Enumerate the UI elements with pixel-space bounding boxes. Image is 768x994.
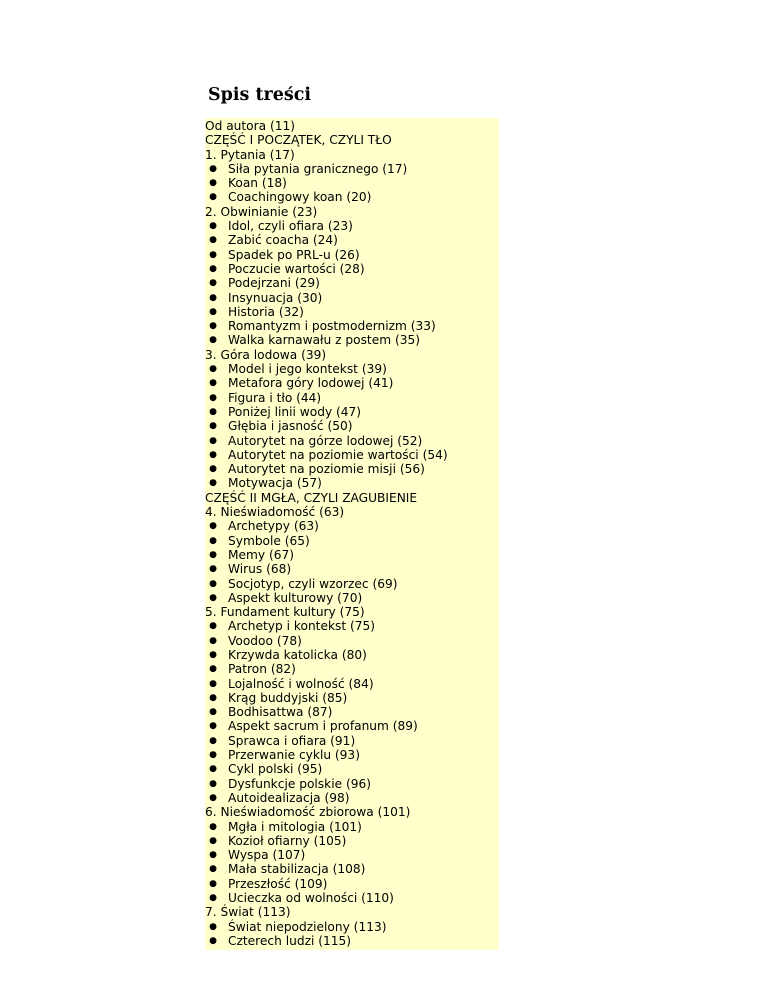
toc-subsection-item: [205, 834, 499, 848]
toc-subsection-item: [205, 862, 499, 876]
toc-subsection-item: [205, 619, 499, 633]
bullet-icon: ●: [209, 235, 217, 246]
toc-subsection-item: [205, 820, 499, 834]
bullet-icon: ●: [209, 335, 217, 346]
table-of-contents: [205, 118, 499, 950]
toc-subsection-item: [205, 291, 499, 305]
toc-subsection-item: [205, 462, 499, 476]
bullet-icon: ●: [209, 163, 217, 174]
bullet-icon: ●: [209, 378, 217, 389]
bullet-icon: ●: [209, 792, 217, 803]
toc-subsection-item: [205, 519, 499, 533]
toc-chapter-item: [205, 348, 499, 362]
bullet-icon: ●: [209, 750, 217, 761]
toc-entry-text: Czterech ludzi (115): [228, 933, 351, 948]
toc-subsection-item: [205, 476, 499, 490]
toc-chapter-item: [205, 491, 499, 505]
toc-entry-text: Autorytet na poziomie misji (56): [228, 462, 425, 477]
toc-chapter-item: [205, 905, 499, 919]
bullet-icon: ●: [209, 678, 217, 689]
toc-chapter-item: [205, 119, 499, 133]
bullet-icon: ●: [209, 278, 217, 289]
toc-entry-text: Autoidealizacja (98): [228, 790, 350, 805]
bullet-icon: ●: [209, 649, 217, 660]
toc-entry-text: Model i jego kontekst (39): [228, 362, 387, 377]
toc-entry-text: 5. Fundament kultury (75): [205, 605, 365, 620]
toc-subsection-item: [205, 405, 499, 419]
bullet-icon: ●: [209, 292, 217, 303]
toc-entry-text: 7. Świat (113): [205, 905, 291, 920]
toc-entry-text: Walka karnawału z postem (35): [228, 333, 420, 348]
toc-entry-text: Wyspa (107): [228, 848, 306, 863]
toc-entry-text: 6. Nieświadomość zbiorowa (101): [205, 805, 411, 820]
bullet-icon: ●: [209, 321, 217, 332]
toc-entry-text: Krzywda katolicka (80): [228, 647, 367, 662]
bullet-icon: ●: [209, 449, 217, 460]
toc-entry-text: 2. Obwinianie (23): [205, 204, 318, 219]
toc-entry-text: Podejrzani (29): [228, 276, 320, 291]
bullet-icon: ●: [209, 864, 217, 875]
toc-subsection-item: [205, 762, 499, 776]
bullet-icon: ●: [209, 835, 217, 846]
toc-subsection-item: [205, 648, 499, 662]
toc-subsection-item: [205, 848, 499, 862]
page-title: Spis treści: [208, 85, 312, 105]
toc-subsection-item: [205, 376, 499, 390]
bullet-icon: ●: [209, 664, 217, 675]
toc-entry-text: Autorytet na górze lodowej (52): [228, 433, 423, 448]
toc-subsection-item: [205, 391, 499, 405]
toc-entry-text: Motywacja (57): [228, 476, 322, 491]
toc-subsection-item: [205, 176, 499, 190]
toc-entry-text: Mała stabilizacja (108): [228, 862, 366, 877]
toc-chapter-item: [205, 205, 499, 219]
bullet-icon: ●: [209, 564, 217, 575]
toc-subsection-item: [205, 419, 499, 433]
bullet-icon: ●: [209, 221, 217, 232]
toc-subsection-item: [205, 333, 499, 347]
toc-entry-text: Od autora (11): [205, 119, 296, 133]
bullet-icon: ●: [209, 521, 217, 532]
toc-subsection-item: [205, 190, 499, 204]
toc-entry-text: Voodoo (78): [228, 633, 302, 648]
toc-entry-text: Zabić coacha (24): [228, 233, 338, 248]
bullet-icon: ●: [209, 878, 217, 889]
toc-subsection-item: [205, 920, 499, 934]
toc-subsection-item: [205, 677, 499, 691]
toc-entry-text: 4. Nieświadomość (63): [205, 505, 345, 520]
bullet-icon: ●: [209, 249, 217, 260]
toc-entry-text: Głębia i jasność (50): [228, 419, 353, 434]
toc-entry-text: Archetypy (63): [228, 519, 319, 534]
bullet-icon: ●: [209, 721, 217, 732]
toc-entry-text: 1. Pytania (17): [205, 147, 295, 162]
toc-entry-text: Dysfunkcje polskie (96): [228, 776, 371, 791]
toc-subsection-item: [205, 319, 499, 333]
toc-entry-text: Cykl polski (95): [228, 762, 323, 777]
toc-entry-text: Archetyp i kontekst (75): [228, 619, 376, 634]
toc-entry-text: Lojalność i wolność (84): [228, 676, 374, 691]
bullet-icon: ●: [209, 392, 217, 403]
bullet-icon: ●: [209, 549, 217, 560]
bullet-icon: ●: [209, 692, 217, 703]
toc-subsection-item: [205, 434, 499, 448]
toc-subsection-item: [205, 534, 499, 548]
toc-subsection-item: [205, 734, 499, 748]
toc-entry-text: Bodhisattwa (87): [228, 705, 333, 720]
toc-entry-text: Poczucie wartości (28): [228, 261, 365, 276]
toc-entry-text: Figura i tło (44): [228, 390, 322, 405]
toc-subsection-item: [205, 691, 499, 705]
toc-subsection-item: [205, 562, 499, 576]
toc-entry-text: Koan (18): [228, 176, 287, 191]
toc-entry-text: Siła pytania granicznego (17): [228, 161, 408, 176]
bullet-icon: ●: [209, 592, 217, 603]
toc-subsection-item: [205, 662, 499, 676]
bullet-icon: ●: [209, 178, 217, 189]
toc-subsection-item: [205, 305, 499, 319]
toc-entry-text: CZĘŚĆ II MGŁA, CZYLI ZAGUBIENIE: [205, 490, 418, 505]
toc-entry-text: Sprawca i ofiara (91): [228, 733, 356, 748]
toc-chapter-item: [205, 133, 499, 147]
toc-entry-text: Kozioł ofiarny (105): [228, 833, 347, 848]
toc-subsection-item: [205, 233, 499, 247]
bullet-icon: ●: [209, 935, 217, 946]
toc-entry-text: Spadek po PRL-u (26): [228, 247, 360, 262]
toc-entry-text: Krąg buddyjski (85): [228, 690, 348, 705]
toc-entry-text: Coachingowy koan (20): [228, 190, 372, 205]
toc-entry-text: Autorytet na poziomie wartości (54): [228, 447, 448, 462]
bullet-icon: ●: [209, 821, 217, 832]
toc-chapter-item: [205, 148, 499, 162]
toc-entry-text: Historia (32): [228, 304, 304, 319]
toc-chapter-item: [205, 605, 499, 619]
toc-entry-text: Patron (82): [228, 662, 296, 677]
bullet-icon: ●: [209, 578, 217, 589]
bullet-icon: ●: [209, 764, 217, 775]
toc-subsection-item: [205, 591, 499, 605]
toc-entry-text: Ucieczka od wolności (110): [228, 891, 394, 906]
toc-entry-text: Poniżej linii wody (47): [228, 404, 362, 419]
toc-subsection-item: [205, 577, 499, 591]
bullet-icon: ●: [209, 535, 217, 546]
toc-subsection-item: [205, 362, 499, 376]
toc-subsection-item: [205, 162, 499, 176]
toc-subsection-item: [205, 934, 499, 948]
toc-subsection-item: [205, 634, 499, 648]
toc-entry-text: CZĘŚĆ I POCZĄTEK, CZYLI TŁO: [205, 133, 392, 148]
toc-entry-text: Insynuacja (30): [228, 290, 323, 305]
toc-subsection-item: [205, 219, 499, 233]
toc-subsection-item: [205, 777, 499, 791]
toc-entry-text: Metafora góry lodowej (41): [228, 376, 394, 391]
bullet-icon: ●: [209, 421, 217, 432]
toc-entry-text: Idol, czyli ofiara (23): [228, 219, 353, 234]
toc-entry-text: Przerwanie cyklu (93): [228, 748, 360, 763]
toc-entry-text: Symbole (65): [228, 533, 310, 548]
toc-subsection-item: [205, 719, 499, 733]
bullet-icon: ●: [209, 464, 217, 475]
toc-subsection-item: [205, 748, 499, 762]
toc-entry-text: Romantyzm i postmodernizm (33): [228, 319, 436, 334]
toc-subsection-item: [205, 791, 499, 805]
toc-chapter-item: [205, 505, 499, 519]
toc-entry-text: Aspekt sacrum i profanum (89): [228, 719, 418, 734]
toc-entry-text: Świat niepodzielony (113): [228, 919, 387, 934]
toc-subsection-item: [205, 276, 499, 290]
toc-subsection-item: [205, 705, 499, 719]
bullet-icon: ●: [209, 406, 217, 417]
bullet-icon: ●: [209, 893, 217, 904]
toc-subsection-item: [205, 262, 499, 276]
toc-entry-text: Mgła i mitologia (101): [228, 819, 362, 834]
bullet-icon: ●: [209, 263, 217, 274]
toc-subsection-item: [205, 248, 499, 262]
bullet-icon: ●: [209, 707, 217, 718]
toc-subsection-item: [205, 548, 499, 562]
bullet-icon: ●: [209, 778, 217, 789]
toc-entry-text: Memy (67): [228, 547, 294, 562]
toc-subsection-item: [205, 877, 499, 891]
toc-entry-text: Przeszłość (109): [228, 876, 328, 891]
bullet-icon: ●: [209, 621, 217, 632]
toc-subsection-item: [205, 891, 499, 905]
bullet-icon: ●: [209, 635, 217, 646]
toc-chapter-item: [205, 805, 499, 819]
bullet-icon: ●: [209, 921, 217, 932]
toc-subsection-item: [205, 448, 499, 462]
toc-entry-text: Socjotyp, czyli wzorzec (69): [228, 576, 398, 591]
toc-entry-text: Wirus (68): [228, 562, 292, 577]
toc-entry-text: 3. Góra lodowa (39): [205, 347, 327, 362]
bullet-icon: ●: [209, 478, 217, 489]
bullet-icon: ●: [209, 735, 217, 746]
bullet-icon: ●: [209, 364, 217, 375]
toc-entry-text: Aspekt kulturowy (70): [228, 590, 363, 605]
bullet-icon: ●: [209, 435, 217, 446]
bullet-icon: ●: [209, 306, 217, 317]
bullet-icon: ●: [209, 192, 217, 203]
bullet-icon: ●: [209, 850, 217, 861]
